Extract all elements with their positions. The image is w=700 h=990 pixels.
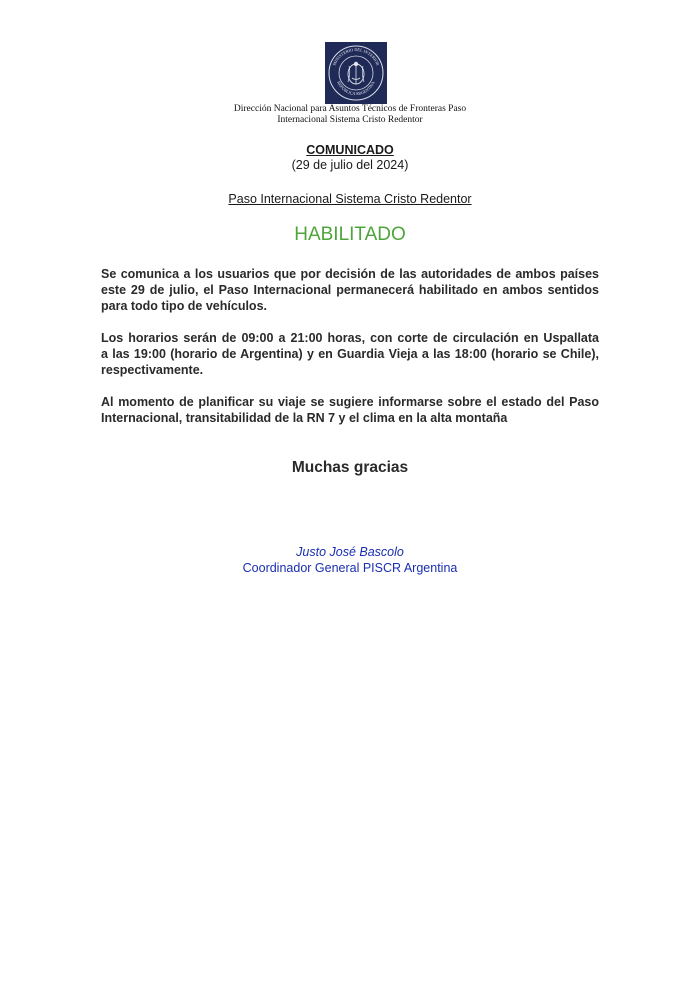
paragraph-1 xyxy=(101,266,599,314)
ministry-seal xyxy=(325,42,387,104)
paragraph-line: para todo tipo de vehículos. xyxy=(101,299,267,313)
seal-emblem-icon xyxy=(325,42,387,104)
paragraph-line: este 29 de julio, el Paso Internacional permanecerá habilitado en ambos sentidos xyxy=(101,283,599,297)
paragraph-line: Se comunica a los usuarios que por decisión de las autoridades de ambos países xyxy=(101,267,599,281)
status-label: HABILITADO xyxy=(294,224,406,245)
header-line-2: Internacional Sistema Cristo Redentor xyxy=(277,115,423,125)
communique-subject: Paso Internacional Sistema Cristo Redentor xyxy=(228,192,472,206)
communique-date: (29 de julio del 2024) xyxy=(291,158,409,172)
signature-role: Coordinador General PISCR Argentina xyxy=(242,561,458,575)
paragraph-3 xyxy=(101,394,599,426)
paragraph-line: a las 19:00 (horario de Argentina) y en Guardia Vieja a las 18:00 (horario se Chile), xyxy=(101,347,599,361)
paragraph-2 xyxy=(101,330,599,378)
paragraph-line: Internacional, transitabilidad de la RN 7 y el clima en la alta montaña xyxy=(101,411,508,425)
paragraph-line: Al momento de planificar su viaje se sugiere informarse sobre el estado del Paso xyxy=(101,395,599,409)
seal-text-top: MINISTERIO DEL INTERIOR xyxy=(331,46,381,67)
header-line-1: Dirección Nacional para Asuntos Técnicos de Fronteras Paso xyxy=(233,104,467,114)
closing-text: Muchas gracias xyxy=(291,459,409,476)
paragraph-line: Los horarios serán de 09:00 a 21:00 horas, con corte de circulación en Uspallata xyxy=(101,331,599,345)
seal-text-bottom: REPÚBLICA ARGENTINA xyxy=(336,80,376,97)
communique-title: COMUNICADO xyxy=(306,143,394,157)
paragraph-line: respectivamente. xyxy=(101,363,204,377)
signature-name: Justo José Bascolo xyxy=(296,545,404,559)
